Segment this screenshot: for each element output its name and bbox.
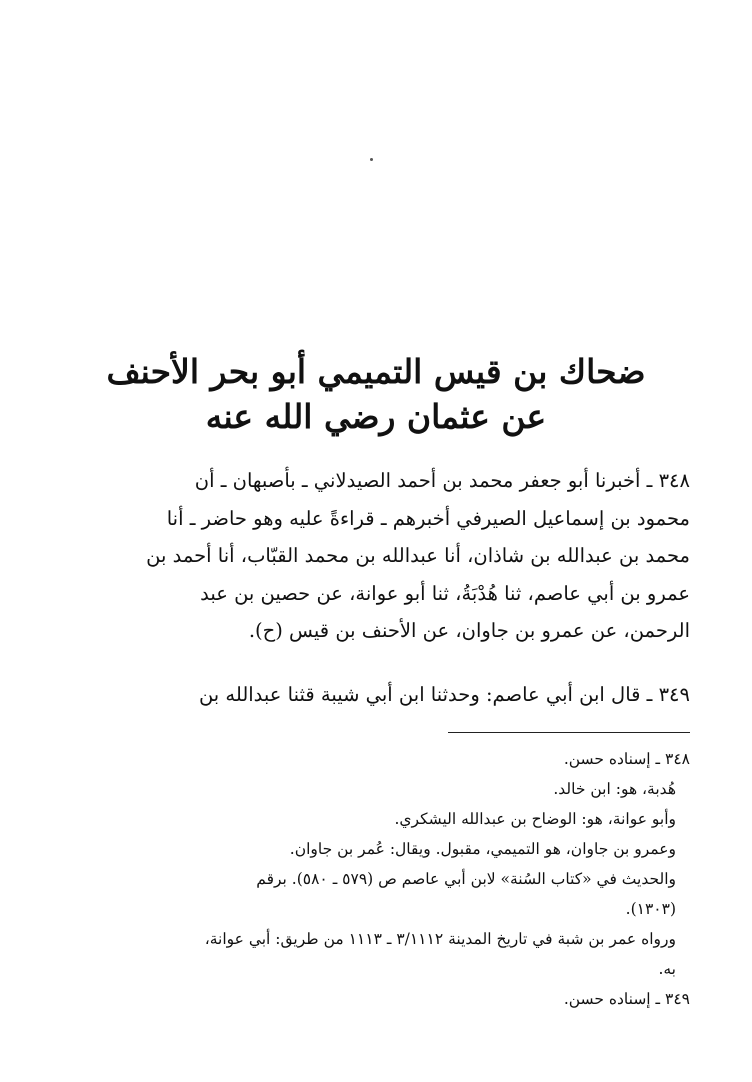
footnotes (68, 744, 690, 1014)
footnote-line: وأبو عوانة، هو: الوضاح بن عبدالله اليشكري. (394, 810, 676, 828)
chapter-heading-line-2: عن عثمان رضي الله عنه (205, 397, 547, 436)
text-line: محمود بن إسماعيل الصيرفي أخبرهم ـ قراءةً عليه وهو حاضر ـ أنا (166, 506, 690, 530)
footnote-348: ٣٤٨ ـ إسناده حسن. (563, 750, 690, 768)
footnote-line: هُدبة، هو: ابن خالد. (553, 780, 676, 798)
text-line: ٣٤٩ ـ قال ابن أبي عاصم: وحدثنا ابن أبي شيبة قثنا عبدالله بن (198, 683, 690, 706)
text-line: ٣٤٨ ـ أخبرنا أبو جعفر محمد بن أحمد الصيدلاني ـ بأصبهان ـ أن (194, 469, 690, 492)
footnote-line: ورواه عمر بن شبة في تاريخ المدينة ٣/١١١٢ ـ ١١١٣ من طريق: أبي عوانة، (204, 930, 676, 948)
footnote-line: والحديث في «كتاب السُنة» لابن أبي عاصم ص (٥٧٩ ـ ٥٨٠). برقم (256, 870, 676, 888)
footnote-349: ٣٤٩ ـ إسناده حسن. (563, 990, 690, 1008)
paragraph-349 (68, 676, 690, 714)
page-mark (370, 158, 373, 161)
paragraph-348 (68, 462, 690, 650)
chapter-heading-line-1: ضحاك بن قيس التميمي أبو بحر الأحنف (106, 352, 646, 391)
text-line: الرحمن، عن عمرو بن جاوان، عن الأحنف بن قيس (ح). (248, 619, 690, 642)
text-line: عمرو بن أبي عاصم، ثنا هُدْبَةُ، ثنا أبو عوانة، عن حصين بن عبد (200, 581, 690, 605)
footnote-line: به. (658, 960, 676, 978)
text-line: محمد بن عبدالله بن شاذان، أنا عبدالله بن محمد القبّاب، أنا أحمد بن (146, 544, 690, 567)
footnote-separator (448, 732, 690, 733)
footnote-line: (١٣٠٣). (625, 900, 676, 918)
footnote-line: وعمرو بن جاوان، هو التميمي، مقبول. ويقال: عُمر بن جاوان. (289, 840, 676, 858)
